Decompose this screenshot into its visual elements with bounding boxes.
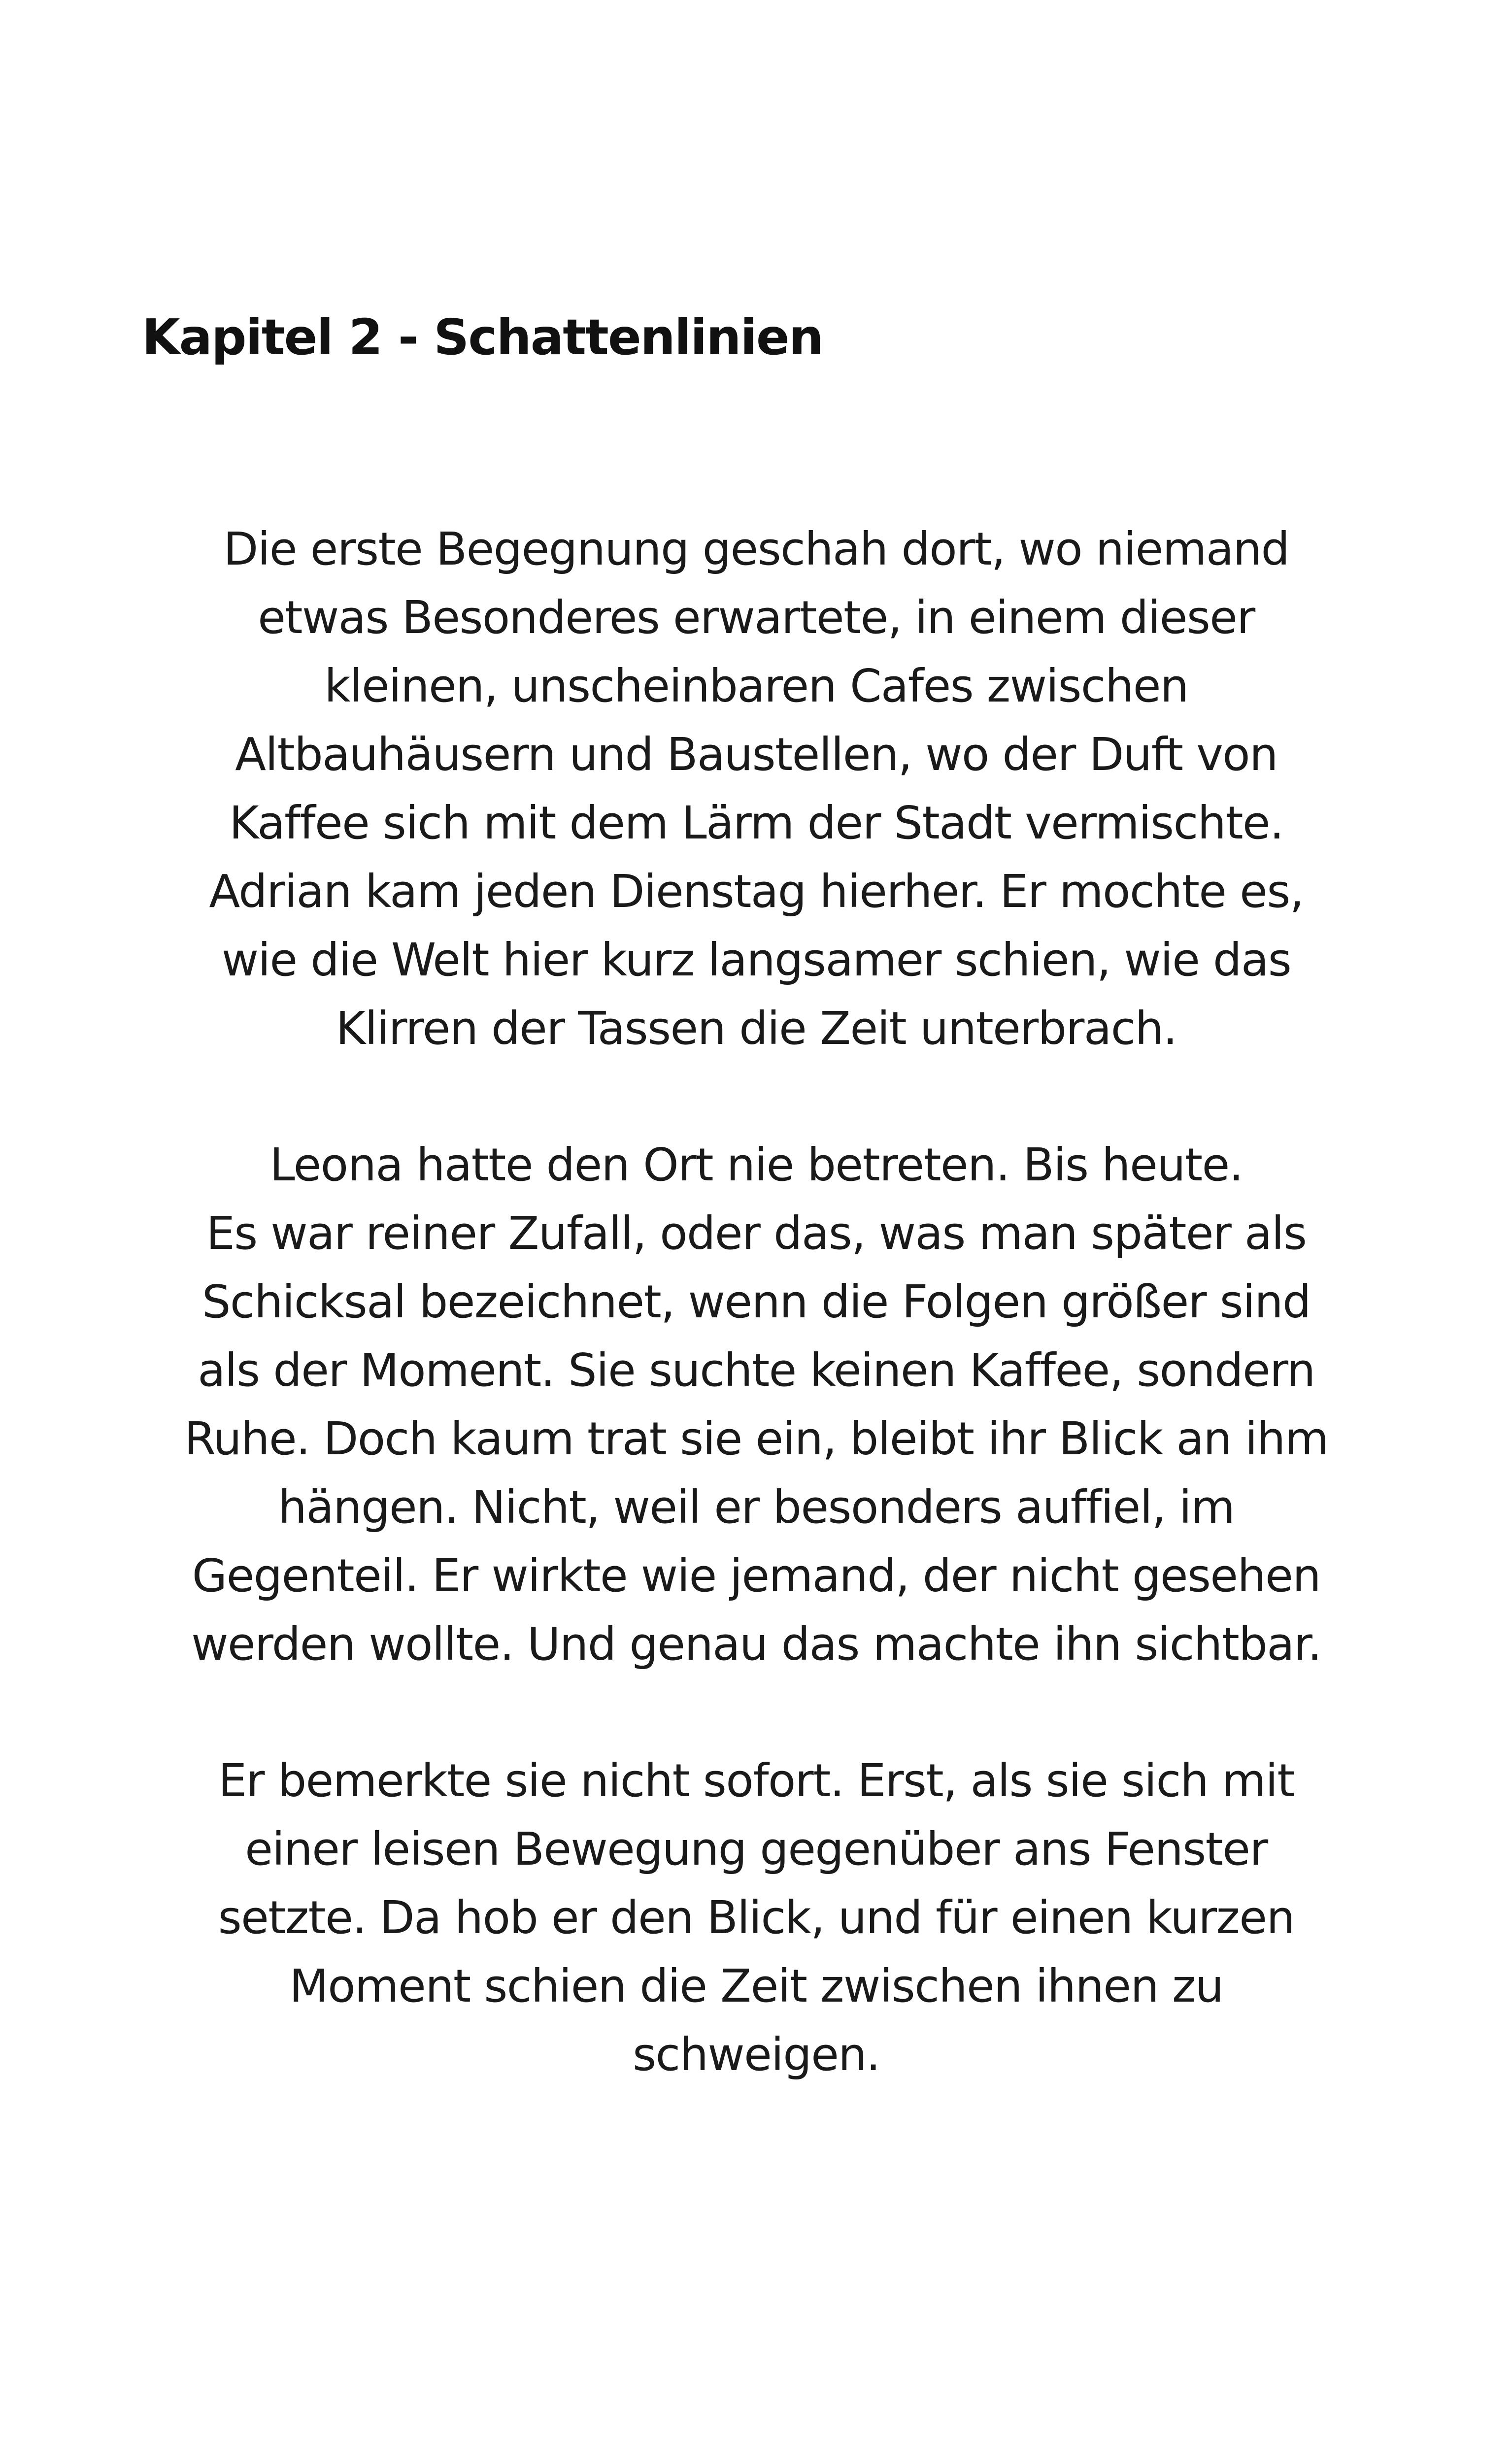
paragraph-line: Altbauhäusern und Baustellen, wo der Duft von (235, 728, 1277, 781)
paragraph-line: Ruhe. Doch kaum trat sie ein, bleibt ihr Blick an ihm (184, 1412, 1328, 1465)
paragraph-line: Gegenteil. Er wirkte wie jemand, der nicht gesehen (192, 1549, 1321, 1602)
chapter-title: Kapitel 2 - Schattenlinien (142, 308, 823, 366)
paragraph-line: hängen. Nicht, weil er besonders auffiel, im (278, 1481, 1235, 1534)
paragraph-line: werden wollte. Und genau das machte ihn sichtbar. (191, 1618, 1321, 1671)
paragraph-line: Kaffee sich mit dem Lärm der Stadt vermischte. (229, 797, 1283, 849)
paragraph-line: Er bemerkte sie nicht sofort. Erst, als sie sich mit (218, 1754, 1294, 1807)
paragraph-line: Klirren der Tassen die Zeit unterbrach. (336, 1002, 1177, 1055)
paragraph-1 (143, 515, 1370, 1063)
paragraph-line: als der Moment. Sie suchte keinen Kaffee, sondern (198, 1344, 1315, 1397)
paragraph-line: Adrian kam jeden Dienstag hierher. Er mochte es, (209, 865, 1304, 918)
paragraph-line: Die erste Begegnung geschah dort, wo niemand (223, 523, 1289, 575)
paragraph-line: Es war reiner Zufall, oder das, was man später als (206, 1207, 1307, 1260)
paragraph-line: etwas Besonderes erwartete, in einem dieser (258, 591, 1255, 644)
paragraph-line: einer leisen Bewegung gegenüber ans Fenster (245, 1823, 1268, 1876)
paragraph-line: Schicksal bezeichnet, wenn die Folgen größer sind (202, 1275, 1310, 1328)
paragraph-line: Leona hatte den Ort nie betreten. Bis heute. (269, 1139, 1243, 1191)
paragraph-line: wie die Welt hier kurz langsamer schien, wie das (221, 934, 1291, 986)
paragraph-line: Moment schien die Zeit zwischen ihnen zu (289, 1960, 1223, 2012)
paragraph-3 (143, 1746, 1370, 2089)
paragraph-line: schweigen. (633, 2028, 880, 2081)
paragraph-2 (143, 1131, 1370, 1678)
paragraph-line: kleinen, unscheinbaren Cafes zwischen (324, 660, 1188, 712)
paragraph-line: setzte. Da hob er den Blick, und für einen kurzen (218, 1891, 1295, 1944)
